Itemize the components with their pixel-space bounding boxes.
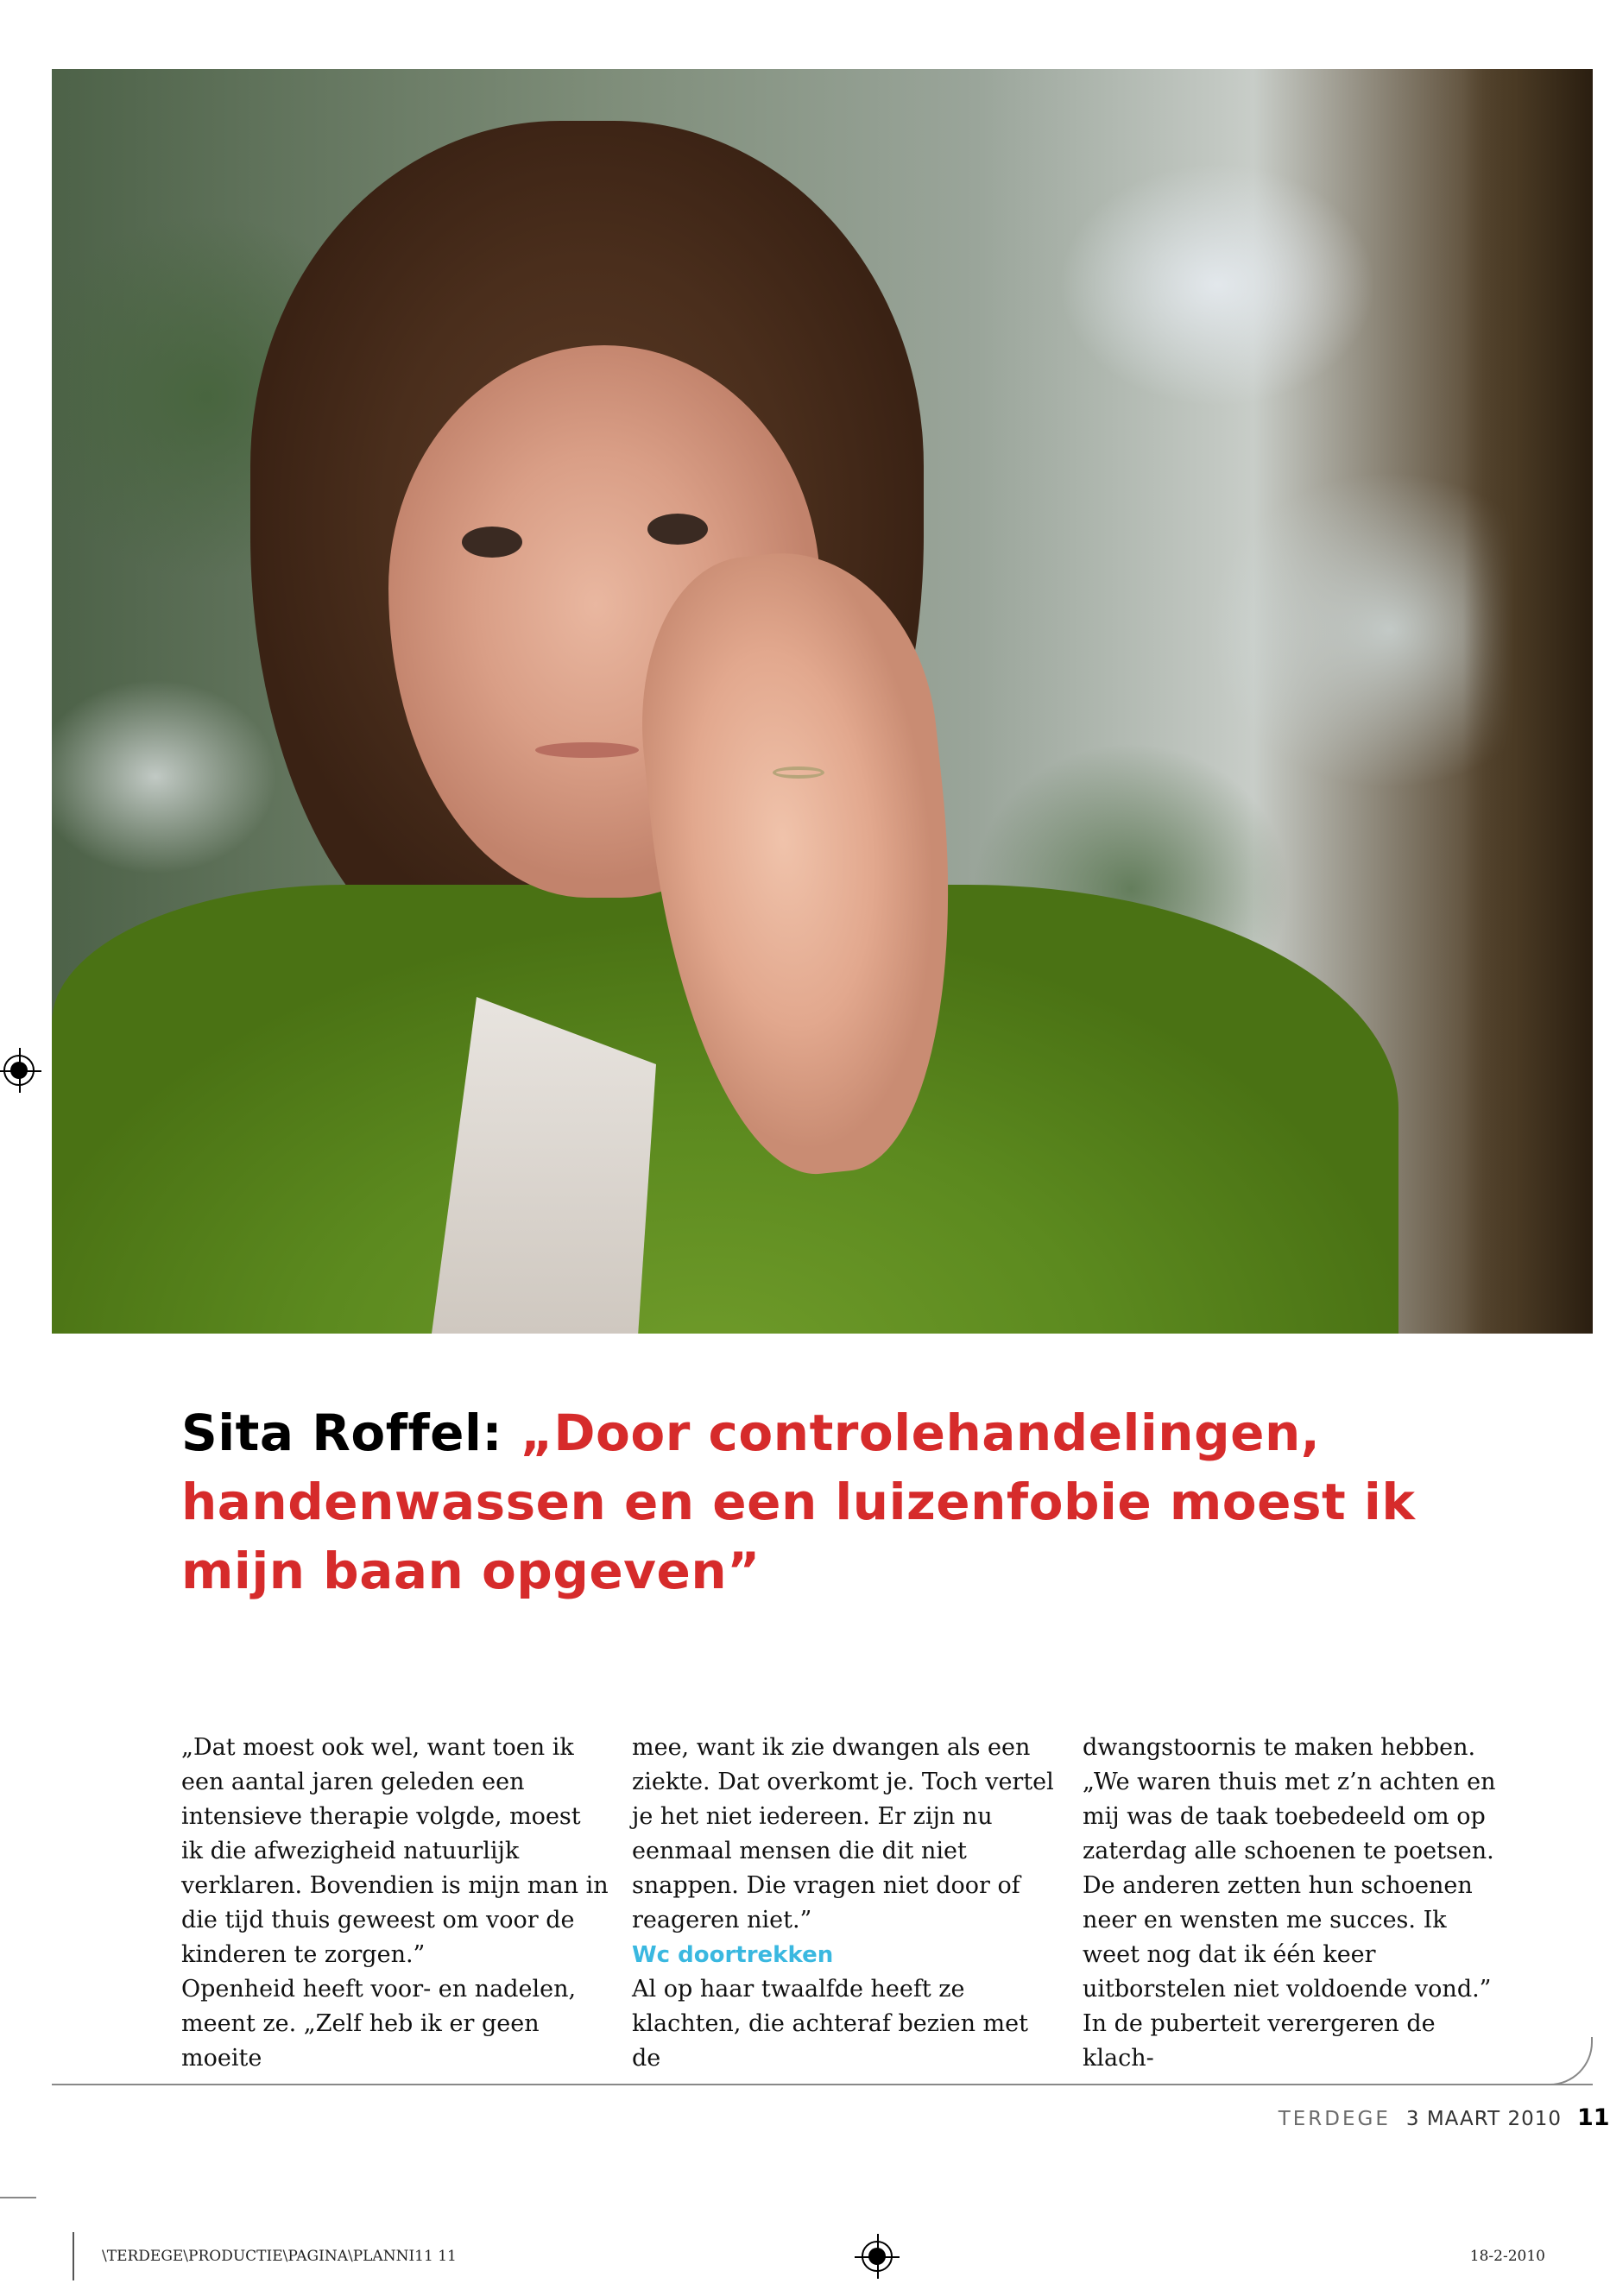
slug-path: \TERDEGE\PRODUCTIE\PAGINA\PLANNI11 11 bbox=[102, 2248, 457, 2265]
paragraph: „Dat moest ook wel, want toen ik een aantal jaren geleden een intensieve therapie volgde, moest ik die afwezigheid natuurlijk verklaren. Bovendien is mijn man in die tijd thuis geweest om voor de kinderen te zorgen.” bbox=[181, 1734, 609, 1968]
right-eye bbox=[647, 514, 708, 545]
left-eye bbox=[462, 527, 522, 558]
paragraph: Openheid heeft voor- en nadelen, meent ze. „Zelf heb ik er geen moeite bbox=[181, 1976, 577, 2072]
slug-divider bbox=[73, 2232, 74, 2280]
window-frame bbox=[1463, 69, 1593, 1334]
subheading: Wc doortrekken bbox=[632, 1942, 834, 1968]
issue-info bbox=[1278, 2104, 1610, 2139]
page-number: 11 bbox=[1577, 2104, 1610, 2131]
paragraph: dwangstoornis te maken hebben. bbox=[1083, 1734, 1476, 1761]
paragraph: In de puberteit verergeren de klach- bbox=[1083, 2010, 1436, 2072]
crop-mark bbox=[0, 2197, 36, 2198]
paragraph: „We waren thuis met z’n achten en mij was de taak toebedeeld om op zaterdag alle schoenen te poetsen. De anderen zetten hun schoenen neer en wensten me succes. Ik weet nog dat ik één keer uitborstelen niet voldoende vond.” bbox=[1083, 1769, 1496, 2003]
headline-quote: „Door controlehandelingen, handenwassen en een luizenfobie moest ik mijn baan opgeven” bbox=[181, 1403, 1416, 1600]
column-1 bbox=[181, 1731, 609, 2076]
footer-rule-curve bbox=[1541, 2037, 1593, 2085]
paragraph: mee, want ik zie dwangen als een ziekte. Dat overkomt je. Toch vertel je het niet iedereen. Er zijn nu eenmaal mensen die dit niet snappen. Die vragen niet door of reageren niet.” bbox=[632, 1734, 1054, 1933]
issue-date: 3 MAART 2010 bbox=[1405, 2108, 1562, 2130]
portrait-photo bbox=[52, 69, 1593, 1334]
column-2 bbox=[632, 1731, 1059, 2076]
mouth bbox=[535, 742, 639, 758]
slug-date: 18-2-2010 bbox=[1469, 2248, 1545, 2265]
headline bbox=[181, 1398, 1528, 1605]
column-3 bbox=[1083, 1731, 1510, 2076]
footer-rule bbox=[52, 2084, 1593, 2085]
headline-name: Sita Roffel: bbox=[181, 1403, 521, 1462]
registration-mark-icon bbox=[862, 2241, 893, 2272]
paragraph: Al op haar twaalfde heeft ze klachten, die achteraf bezien met de bbox=[632, 1976, 1028, 2072]
wedding-ring bbox=[773, 766, 824, 779]
registration-mark-icon bbox=[3, 1055, 35, 1086]
magazine-name: TERDEGE bbox=[1278, 2108, 1391, 2130]
